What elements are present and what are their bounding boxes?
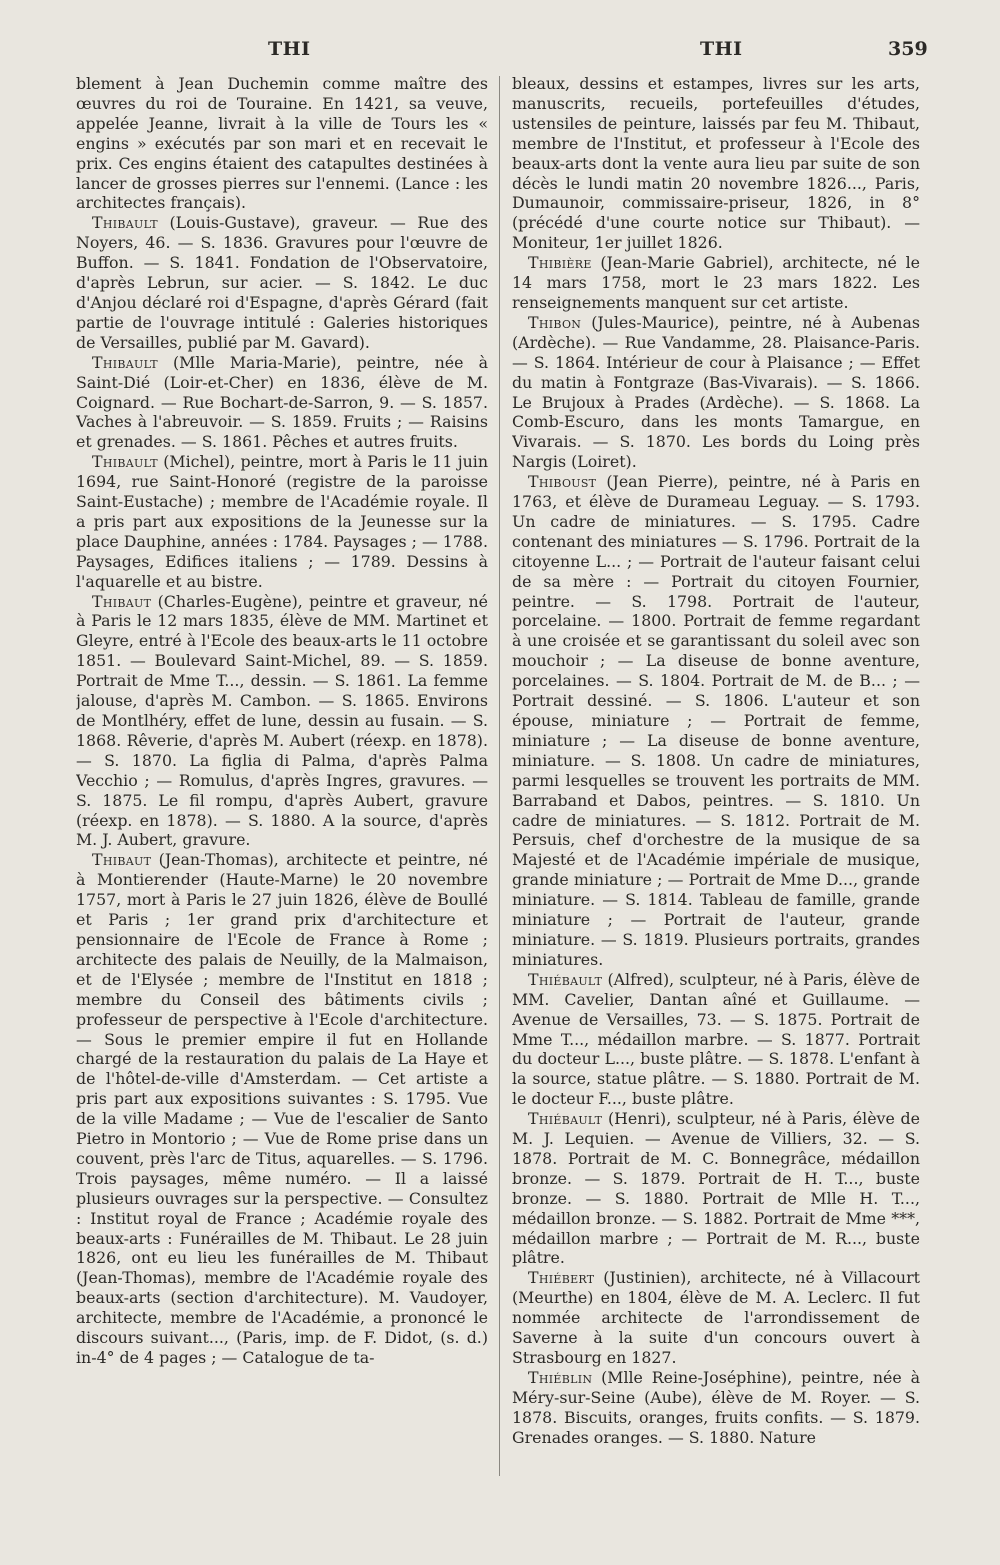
- entry-name: Thiébault: [528, 969, 603, 989]
- entry: [76, 850, 488, 1368]
- entry-name: Thiboust: [528, 472, 597, 492]
- entry-text: (Jules-Maurice), peintre, né à Aubenas (Ardèche). — Rue Vandamme, 28. Plaisance-Paris. — S. 1864. Intérieur de cour à Plaisance ; — Effet du matin à Fontgraze (Bas-Vivarais). — S. 1866. Le Brujoux à Prades (Ardèche). — S. 1868. La Comb-Escuro, dans les monts Tamargue, en Vivarais. — S. 1870. Les bords du Loing près Nargis (Loiret).: [512, 312, 920, 472]
- entry: [512, 970, 920, 1109]
- entry-name: Thiébault: [528, 1109, 603, 1129]
- left-column: [76, 74, 488, 1494]
- entry: [76, 353, 488, 453]
- entry-text: (Jean-Thomas), architecte et peintre, né à Montierender (Haute-Marne) le 20 novembre 1757, mort à Paris le 27 juin 1826, élève de Boullé et Paris ; 1er grand prix d'architecture et pensionnaire de l'Ecole de France à Rome ; architecte des palais de Neuilly, de la Malmaison, et de l'Elysée ; membre de l'Institut en 1818 ; membre du Conseil des bâtiments civils ; professeur de perspective à l'Ecole d'architecture. — Sous le premier empire il fut en Hollande chargé de la restauration du palais de La Haye et de l'hôtel-de-ville d'Amsterdam. — Cet artiste a pris part aux expositions suivantes : S. 1795. Vue de la ville Madame ; — Vue de l'escalier de Santo Pietro in Montorio ; — Vue de Rome prise dans un couvent, près l'arc de Titus, aquarelles. — S. 1796. Trois paysages, même numéro. — Il a laissé plusieurs ouvrages sur la perspective. — Consultez : Institut royal de France ; Académie royale des beaux-arts : Funérailles de M. Thibaut. Le 28 juin 1826, ont eu lieu les funérailles de M. Thibaut (Jean-Thomas), membre de l'Académie royale des beaux-arts (section d'architecture). M. Vaudoyer, architecte, membre de l'Académie, a prononcé le discours suivant..., (Paris, imp. de F. Didot, (s. d.) in-4° de 4 pages ; — Catalogue de ta-: [76, 850, 488, 1367]
- entry-text: (Justinien), architecte, né à Villacourt (Meurthe) en 1804, élève de M. A. Leclerc. Il fut nommée architecte de l'arrondissement de Saverne à la suite d'un concours ouvert à Strasbourg en 1827.: [512, 1268, 920, 1367]
- entry-text: (Alfred), sculpteur, né à Paris, élève de MM. Cavelier, Dantan aîné et Guillaume. — Avenue de Versailles, 73. — S. 1875. Portrait de Mme T..., médaillon marbre. — S. 1877. Portrait du docteur L..., buste plâtre. — S. 1878. L'enfant à la source, statue plâtre. — S. 1880. Portrait de M. le docteur F..., buste plâtre.: [512, 969, 920, 1109]
- entry: [512, 313, 920, 472]
- page-number: 359: [888, 38, 928, 60]
- entry: [512, 472, 920, 970]
- entry-name: Thibault: [92, 452, 158, 472]
- entry: [512, 253, 920, 313]
- entry: [76, 592, 488, 851]
- entry: [76, 213, 488, 352]
- entry-text: (Mlle Reine-Joséphine), peintre, née à Méry-sur-Seine (Aube), élève de M. Royer. — S. 1878. Biscuits, oranges, fruits confits. — S. 1879. Grenades oranges. — S. 1880. Nature: [512, 1367, 920, 1447]
- entry-text: (Jean Pierre), peintre, né à Paris en 1763, et élève de Durameau Leguay. — S. 1793. Un cadre de miniatures. — S. 1795. Cadre contenant des miniatures — S. 1796. Portrait de la citoyenne L... ; — Portrait de l'auteur faisant celui de sa mère : — Portrait du citoyen Fournier, peintre. — S. 1798. Portrait de l'auteur, porcelaine. — 1800. Portrait de femme regardant à une croisée et se garantissant du soleil avec son mouchoir ; — La diseuse de bonne aventure, porcelaines. — S. 1804. Portrait de M. de B... ; — Portrait dessiné. — S. 1806. L'auteur et son épouse, miniature ; — Portrait de femme, miniature ; — La diseuse de bonne aventure, miniature. — S. 1808. Un cadre de miniatures, parmi lesquelles se trouvent les portraits de MM. Barraband et Dabos, peintres. — S. 1810. Un cadre de miniatures. — S. 1812. Portrait de M. Persuis, chef d'orchestre de la musique de sa Majesté et de l'Académie impériale de musique, grande miniature ; — Portrait de Mme D..., grande miniature. — S. 1814. Tableau de famille, grande miniature ; — Portrait de l'auteur, grande miniature. — S. 1819. Plusieurs portraits, grandes miniatures.: [512, 472, 920, 969]
- running-head-left: THI: [268, 38, 311, 60]
- entry: [76, 452, 488, 591]
- entry: [512, 1109, 920, 1268]
- entry-name: Thibaut: [92, 850, 152, 870]
- entry-name: Thiébert: [528, 1268, 595, 1288]
- entry-continuation: [76, 74, 488, 213]
- entry-text: (Charles-Eugène), peintre et graveur, né à Paris le 12 mars 1835, élève de MM. Martinet et Gleyre, entré à l'Ecole des beaux-arts le 11 octobre 1851. — Boulevard Saint-Michel, 89. — S. 1859. Portrait de Mme T..., dessin. — S. 1861. La femme jalouse, d'après M. Cambon. — S. 1865. Environs de Montlhéry, effet de lune, dessin au fusain. — S. 1868. Rêverie, d'après M. Aubert (réexp. en 1878). — S. 1870. La figlia di Palma, d'après Palma Vecchio ; — Romulus, d'après Ingres, gravures. — S. 1875. Le fil rompu, d'après Aubert, gravure (réexp. en 1878). — S. 1880. A la source, d'après M. J. Aubert, gravure.: [76, 591, 488, 850]
- entry-name: Thibière: [528, 253, 592, 273]
- entry-name: Thiéblin: [528, 1367, 593, 1387]
- entry-name: Thibon: [528, 312, 582, 332]
- entry-name: Thibault: [92, 213, 158, 233]
- running-head-right: THI: [700, 38, 743, 60]
- entry-continuation: [512, 74, 920, 253]
- entry-text: (Henri), sculpteur, né à Paris, élève de M. J. Lequien. — Avenue de Villiers, 32. — S. 1878. Portrait de M. C. Bonnegrâce, médaillon bronze. — S. 1879. Portrait de H. T..., buste bronze. — S. 1880. Portrait de Mlle H. T..., médaillon bronze. — S. 1882. Portrait de Mme ***, médaillon marbre ; — Portrait de M. R..., buste plâtre.: [512, 1109, 920, 1268]
- column-divider: [499, 76, 500, 1476]
- entry-text: blement à Jean Duchemin comme maître des œuvres du roi de Touraine. En 1421, sa veuve, appelée Jeanne, livrait à la ville de Tours les « engins » exécutés par son mari et en recevait le prix. Ces engins étaient des catapultes destinées à lancer de grosses pierres sur l'ennemi. (Lance : les architectes français).: [76, 74, 488, 213]
- entry: [512, 1268, 920, 1368]
- right-column: [512, 74, 920, 1494]
- entry-text: (Louis-Gustave), graveur. — Rue des Noyers, 46. — S. 1836. Gravures pour l'œuvre de Buffon. — S. 1841. Fondation de l'Observatoire, d'après Lebrun, sur acier. — S. 1842. Le duc d'Anjou déclaré roi d'Espagne, d'après Gérard (fait partie de l'ouvrage intitulé : Galeries historiques de Versailles, publié par M. Gavard).: [76, 213, 488, 352]
- entry-name: Thibaut: [92, 591, 152, 611]
- entry-text: (Michel), peintre, mort à Paris le 11 juin 1694, rue Saint-Honoré (registre de la paroisse Saint-Eustache) ; membre de l'Académie royale. Il a pris part aux expositions de la Jeunesse sur la place Dauphine, années : 1784. Paysages ; — 1788. Paysages, Edifices italiens ; — 1789. Dessins à l'aquarelle et au bistre.: [76, 452, 488, 591]
- entry-text: bleaux, dessins et estampes, livres sur les arts, manuscrits, recueils, portefeuilles d'études, ustensiles de peinture, laissés par feu M. Thibaut, membre de l'Institut, et professeur à l'Ecole des beaux-arts dont la vente aura lieu par suite de son décès le lundi matin 20 novembre 1826..., Paris, Dumaunoir, commissaire-priseur, 1826, in 8° (précédé d'une courte notice sur Thibaut). — Moniteur, 1er juillet 1826.: [512, 74, 920, 253]
- entry: [512, 1368, 920, 1448]
- entry-text: (Mlle Maria-Marie), peintre, née à Saint-Dié (Loir-et-Cher) en 1836, élève de M. Coignard. — Rue Bochart-de-Sarron, 9. — S. 1857. Vaches à l'abreuvoir. — S. 1859. Fruits ; — Raisins et grenades. — S. 1861. Pêches et autres fruits.: [76, 352, 488, 452]
- entry-text: (Jean-Marie Gabriel), architecte, né le 14 mars 1758, mort le 23 mars 1822. Les renseignements manquent sur cet artiste.: [512, 253, 920, 312]
- entry-name: Thibault: [92, 352, 158, 372]
